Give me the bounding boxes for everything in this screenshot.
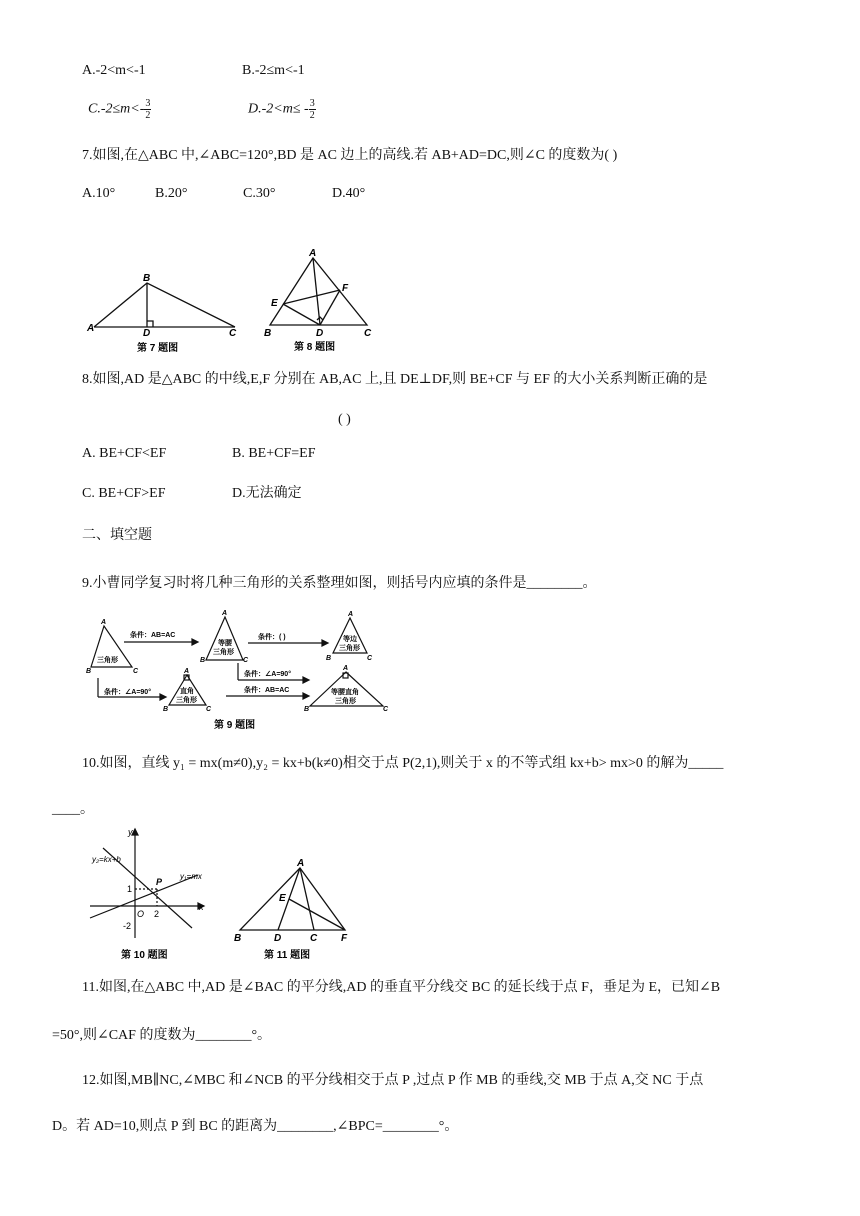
fig10-caption: 第 10 题图 bbox=[121, 950, 168, 961]
q8-answer-paren: ( ) bbox=[338, 412, 351, 427]
fig10-tick-1: 1 bbox=[127, 884, 133, 894]
q6-option-c-text: C.-2≤m<- bbox=[88, 101, 145, 117]
fig11-label-b: B bbox=[234, 933, 242, 944]
q7-option-d: D.40° bbox=[332, 186, 366, 201]
q10-question-line-1: 10.如图，直线 y₁ = mx(m≠0),y₂ = kx+b(k≠0)相交于点 P(2,1),则关于 x 的不等式组 kx+b> mx>0 的解为_____ bbox=[82, 756, 724, 771]
fig9-condition-5: 条件：AB=AC bbox=[244, 687, 290, 694]
fig7-caption: 第 7 题图 bbox=[137, 343, 179, 354]
fig9-vertex-a3: A bbox=[348, 611, 354, 618]
fig9-condition-4: 条件：∠A=90° bbox=[104, 689, 152, 696]
fig9-caption: 第 9 题图 bbox=[214, 720, 256, 731]
fig9-vertex-b2: B bbox=[200, 657, 206, 664]
fig10-y2-label: y₂=kx+b bbox=[92, 855, 121, 864]
fig11-caption: 第 11 题图 bbox=[264, 950, 311, 961]
fig9-condition-1: 条件：AB=AC bbox=[130, 632, 176, 639]
fig10-tick-2: 2 bbox=[154, 909, 160, 919]
fig10-tick-neg-2: -2 bbox=[123, 921, 132, 931]
fig8-label-c: C bbox=[364, 328, 372, 339]
fig9-vertex-c4: C bbox=[206, 706, 212, 713]
fig9-isosceles-right-label-2: 三角形 bbox=[335, 698, 356, 705]
q8-question: 8.如图,AD 是△ABC 的中线,E,F 分别在 AB,AC 上,且 DE⊥DF,则 BE+CF 与 EF 的大小关系判断正确的是 bbox=[82, 372, 708, 387]
fig11-label-f: F bbox=[341, 933, 348, 944]
fraction-numerator: 3 bbox=[145, 98, 151, 109]
fig8-caption: 第 8 题图 bbox=[294, 342, 336, 353]
q12-question-line-1: 12.如图,MB∥NC,∠MBC 和∠NCB 的平分线相交于点 P ,过点 P 作 MB 的垂线,交 MB 于点 A,交 NC 于点 bbox=[82, 1073, 704, 1088]
fig9-condition-3: 条件：∠A=90° bbox=[244, 671, 292, 678]
fraction-numerator: 3 bbox=[309, 98, 315, 109]
q11-question-line-2: =50°,则∠CAF 的度数为________°。 bbox=[52, 1028, 272, 1043]
fig10-y1-label: y₁=mx bbox=[180, 872, 202, 881]
fraction-denominator: 2 bbox=[309, 110, 315, 121]
fig11-label-a: A bbox=[297, 858, 305, 869]
q6-option-b: B.-2≤m<-1 bbox=[242, 63, 305, 78]
fig8-label-b: B bbox=[264, 328, 272, 339]
fig9-isosceles-right-label-1: 等腰直角 bbox=[331, 689, 359, 696]
fig11-label-e: E bbox=[279, 893, 286, 904]
fig10-origin: O bbox=[137, 909, 145, 919]
fig9-vertex-c5: C bbox=[383, 706, 389, 713]
fig9-isosceles-label-1: 等腰 bbox=[218, 640, 232, 647]
q6-option-a: A.-2<m<-1 bbox=[82, 63, 146, 78]
fig9-vertex-a: A bbox=[101, 619, 107, 626]
fig9-right-label-2: 三角形 bbox=[176, 697, 197, 704]
fig7-label-c: C bbox=[229, 328, 237, 339]
fig9-vertex-c2: C bbox=[243, 657, 249, 664]
fig10-y-axis-label: y bbox=[128, 827, 133, 837]
q7-option-a: A.10° bbox=[82, 186, 116, 201]
fig9-vertex-a5: A bbox=[343, 665, 349, 672]
q9-question: 9.小曹同学复习时将几种三角形的关系整理如图，则括号内应填的条件是________。 bbox=[82, 576, 597, 591]
fig9-vertex-a2: A bbox=[222, 610, 228, 617]
fig11-label-d: D bbox=[274, 933, 282, 944]
q6-option-d-text: D.-2<m≤ - bbox=[248, 101, 309, 117]
fig10-x-axis-label: x bbox=[199, 902, 204, 912]
q8-option-c: C. BE+CF>EF bbox=[82, 486, 166, 501]
q8-option-d: D.无法确定 bbox=[232, 486, 302, 501]
fig8-label-d: D bbox=[316, 328, 324, 339]
fig9-equilateral-label-1: 等边 bbox=[343, 636, 357, 643]
section-title: 二、填空题 bbox=[82, 528, 152, 543]
fig9-vertex-c: C bbox=[133, 668, 139, 675]
fig9-equilateral-label-2: 三角形 bbox=[339, 645, 360, 652]
q11-question-line-1: 11.如图,在△ABC 中,AD 是∠BAC 的平分线,AD 的垂直平分线交 BC 的延长线于点 F，垂足为 E，已知∠B bbox=[82, 980, 721, 995]
q8-option-b: B. BE+CF=EF bbox=[232, 446, 316, 461]
fig8-label-a: A bbox=[309, 248, 317, 259]
q8-option-a: A. BE+CF<EF bbox=[82, 446, 167, 461]
q12-question-line-2: D。若 AD=10,则点 P 到 BC 的距离为________,∠BPC=________°。 bbox=[52, 1119, 459, 1134]
fraction-denominator: 2 bbox=[145, 110, 151, 121]
fig9-vertex-c3: C bbox=[367, 655, 373, 662]
fig7-label-a: A bbox=[87, 323, 95, 334]
fig8-label-f: F bbox=[342, 283, 349, 294]
fig9-right-label-1: 直角 bbox=[180, 688, 194, 695]
fig7-label-d: D bbox=[143, 328, 151, 339]
fig9-vertex-b3: B bbox=[326, 655, 332, 662]
fig8-label-e: E bbox=[271, 298, 278, 309]
fig9-vertex-b4: B bbox=[163, 706, 169, 713]
fig9-vertex-b5: B bbox=[304, 706, 310, 713]
fig9-condition-2: 条件：( ) bbox=[258, 634, 286, 641]
q7-question: 7.如图,在△ABC 中,∠ABC=120°,BD 是 AC 边上的高线.若 AB+AD=DC,则∠C 的度数为( ) bbox=[82, 148, 618, 163]
fig9-isosceles-label-2: 三角形 bbox=[213, 649, 234, 656]
fig9-vertex-b: B bbox=[86, 668, 92, 675]
fig7-label-b: B bbox=[143, 273, 151, 284]
q10-question-line-2: ____。 bbox=[52, 802, 94, 817]
fig9-triangle-label: 三角形 bbox=[97, 657, 118, 664]
q7-option-b: B.20° bbox=[155, 186, 188, 201]
fig9-vertex-a4: A bbox=[184, 668, 190, 675]
fig10-point-p: P bbox=[156, 877, 163, 887]
fig11-label-c: C bbox=[310, 933, 318, 944]
q7-option-c: C.30° bbox=[243, 186, 276, 201]
